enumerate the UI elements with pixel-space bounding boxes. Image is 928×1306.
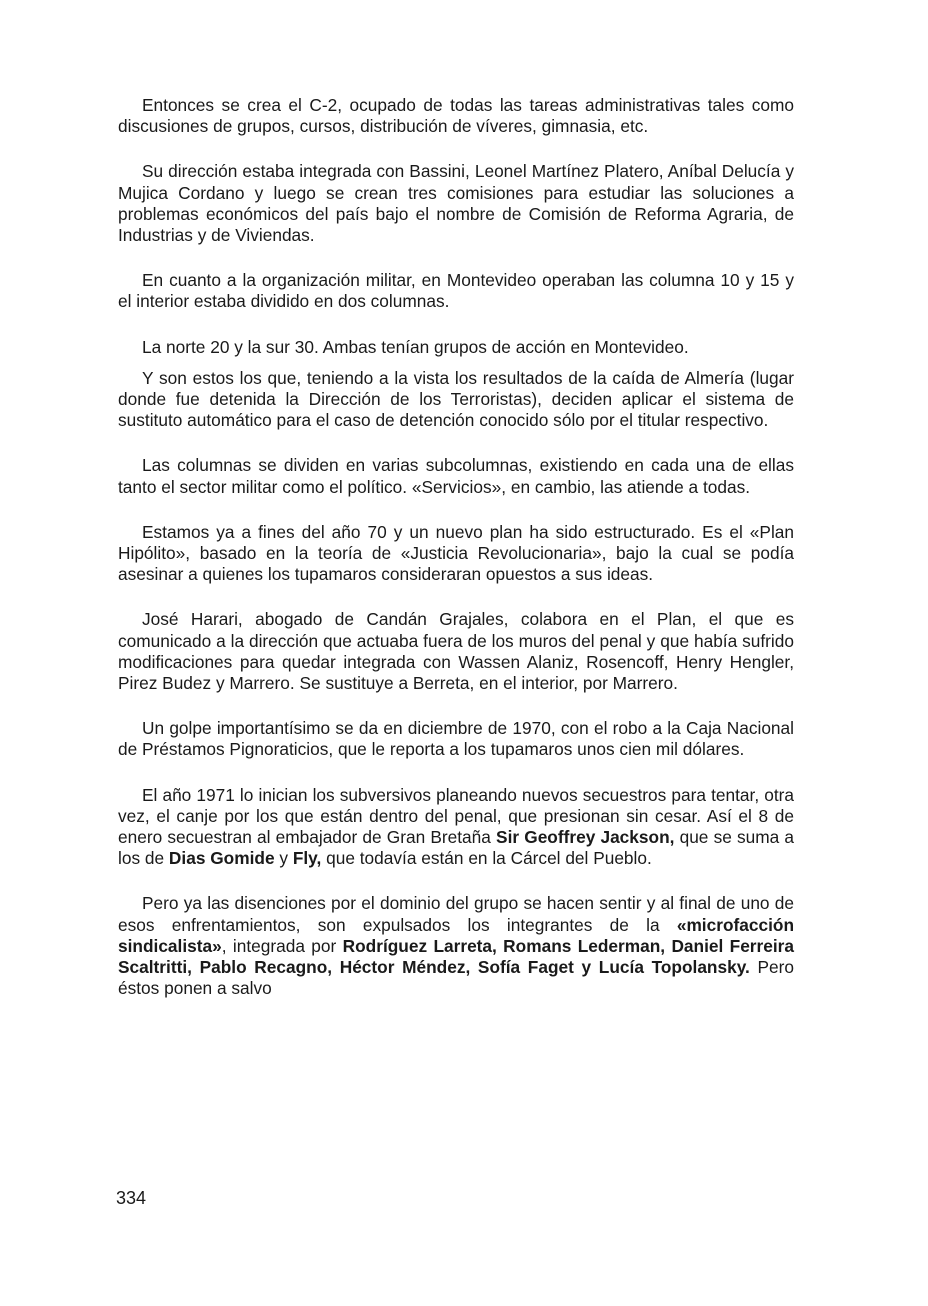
text-column	[118, 95, 794, 1000]
paragraph	[118, 718, 794, 760]
text-span: José Harari, abogado de Candán Grajales, colabora en el Plan, el que es comunicado a la dirección que actuaba fuera de los muros del penal y que había sufrido modificaciones para quedar integrada con Wassen Alaniz, Rosencoff, Henry Hengler, Pirez Budez y Marrero. Se sustituye a Berreta, en el interior, por Marrero.	[118, 609, 794, 694]
paragraph	[118, 522, 794, 586]
text-span: La norte 20 y la sur 30. Ambas tenían grupos de acción en Montevideo.	[142, 336, 689, 357]
paragraph	[118, 337, 794, 358]
paragraph	[118, 455, 794, 497]
text-span: que se suma a los de	[118, 827, 794, 869]
text-span: , integrada por	[221, 935, 343, 956]
text-span: Entonces se crea el C-2, ocupado de todas las tareas administrativas tales como discusiones de grupos, cursos, distribución de víveres, gimnasia, etc.	[118, 95, 794, 137]
paragraph	[118, 161, 794, 246]
page-number: 334	[116, 1188, 147, 1208]
text-span: y	[274, 848, 293, 869]
paragraph	[118, 893, 794, 999]
bold-name: Fly,	[292, 848, 322, 869]
paragraph	[118, 95, 794, 137]
paragraph	[118, 270, 794, 312]
text-span: Un golpe importantísimo se da en diciembre de 1970, con el robo a la Caja Nacional de Préstamos Pignoraticios, que le reporta a los tupamaros unos cien mil dólares.	[118, 718, 794, 760]
text-span: Estamos ya a fines del año 70 y un nuevo plan ha sido estructurado. Es el «Plan Hipólito», basado en la teoría de «Justicia Revolucionaria», bajo la cual se podía asesinar a quienes los tupamaros consideraran opuestos a sus ideas.	[118, 521, 794, 585]
bold-name: «microfacción sindicalista»	[118, 914, 794, 956]
text-span: Las columnas se dividen en varias subcolumnas, existiendo en cada una de ellas tanto el sector militar como el político. «Servicios», en cambio, las atiende a todas.	[118, 455, 794, 497]
text-span: Pero ya las disenciones por el dominio del grupo se hacen sentir y al final de uno de esos enfrentamientos, son expulsados los integrantes de la	[118, 893, 794, 935]
bold-name: Dias Gomide	[168, 848, 275, 869]
text-span: Y son estos los que, teniendo a la vista los resultados de la caída de Almería (lugar donde fue detenida la Dirección de los Terroristas), deciden aplicar el sistema de sustituto automático para el caso de detención conocido sólo por el titular respectivo.	[118, 367, 794, 431]
text-span: El año 1971 lo inician los subversivos planeando nuevos secuestros para tentar, otra vez, el canje por los que están dentro del penal, que presionan sin cesar. Así el 8 de enero secuestran al embajador de Gran Bretaña	[118, 784, 794, 848]
text-span: En cuanto a la organización militar, en Montevideo operaban las columna 10 y 15 y el interior estaba dividido en dos columnas.	[118, 270, 794, 312]
paragraph	[118, 368, 794, 432]
paragraph	[118, 609, 794, 694]
text-span: Su dirección estaba integrada con Bassini, Leonel Martínez Platero, Aníbal Delucía y Mujica Cordano y luego se crean tres comisiones para estudiar las soluciones a problemas económicos del país bajo el nombre de Comisión de Reforma Agraria, de Industrias y de Viviendas.	[118, 161, 794, 246]
text-span: Pero éstos ponen a salvo	[118, 957, 794, 999]
paragraph	[118, 785, 794, 870]
bold-name: Sir Geoffrey Jackson,	[496, 827, 675, 848]
bold-name: Rodríguez Larreta, Romans Lederman, Daniel Ferreira Scaltritti, Pablo Recagno, Héctor Méndez, Sofía Faget y Lucía Topolansky.	[118, 935, 795, 978]
text-span: que todavía están en la Cárcel del Pueblo.	[321, 848, 652, 869]
